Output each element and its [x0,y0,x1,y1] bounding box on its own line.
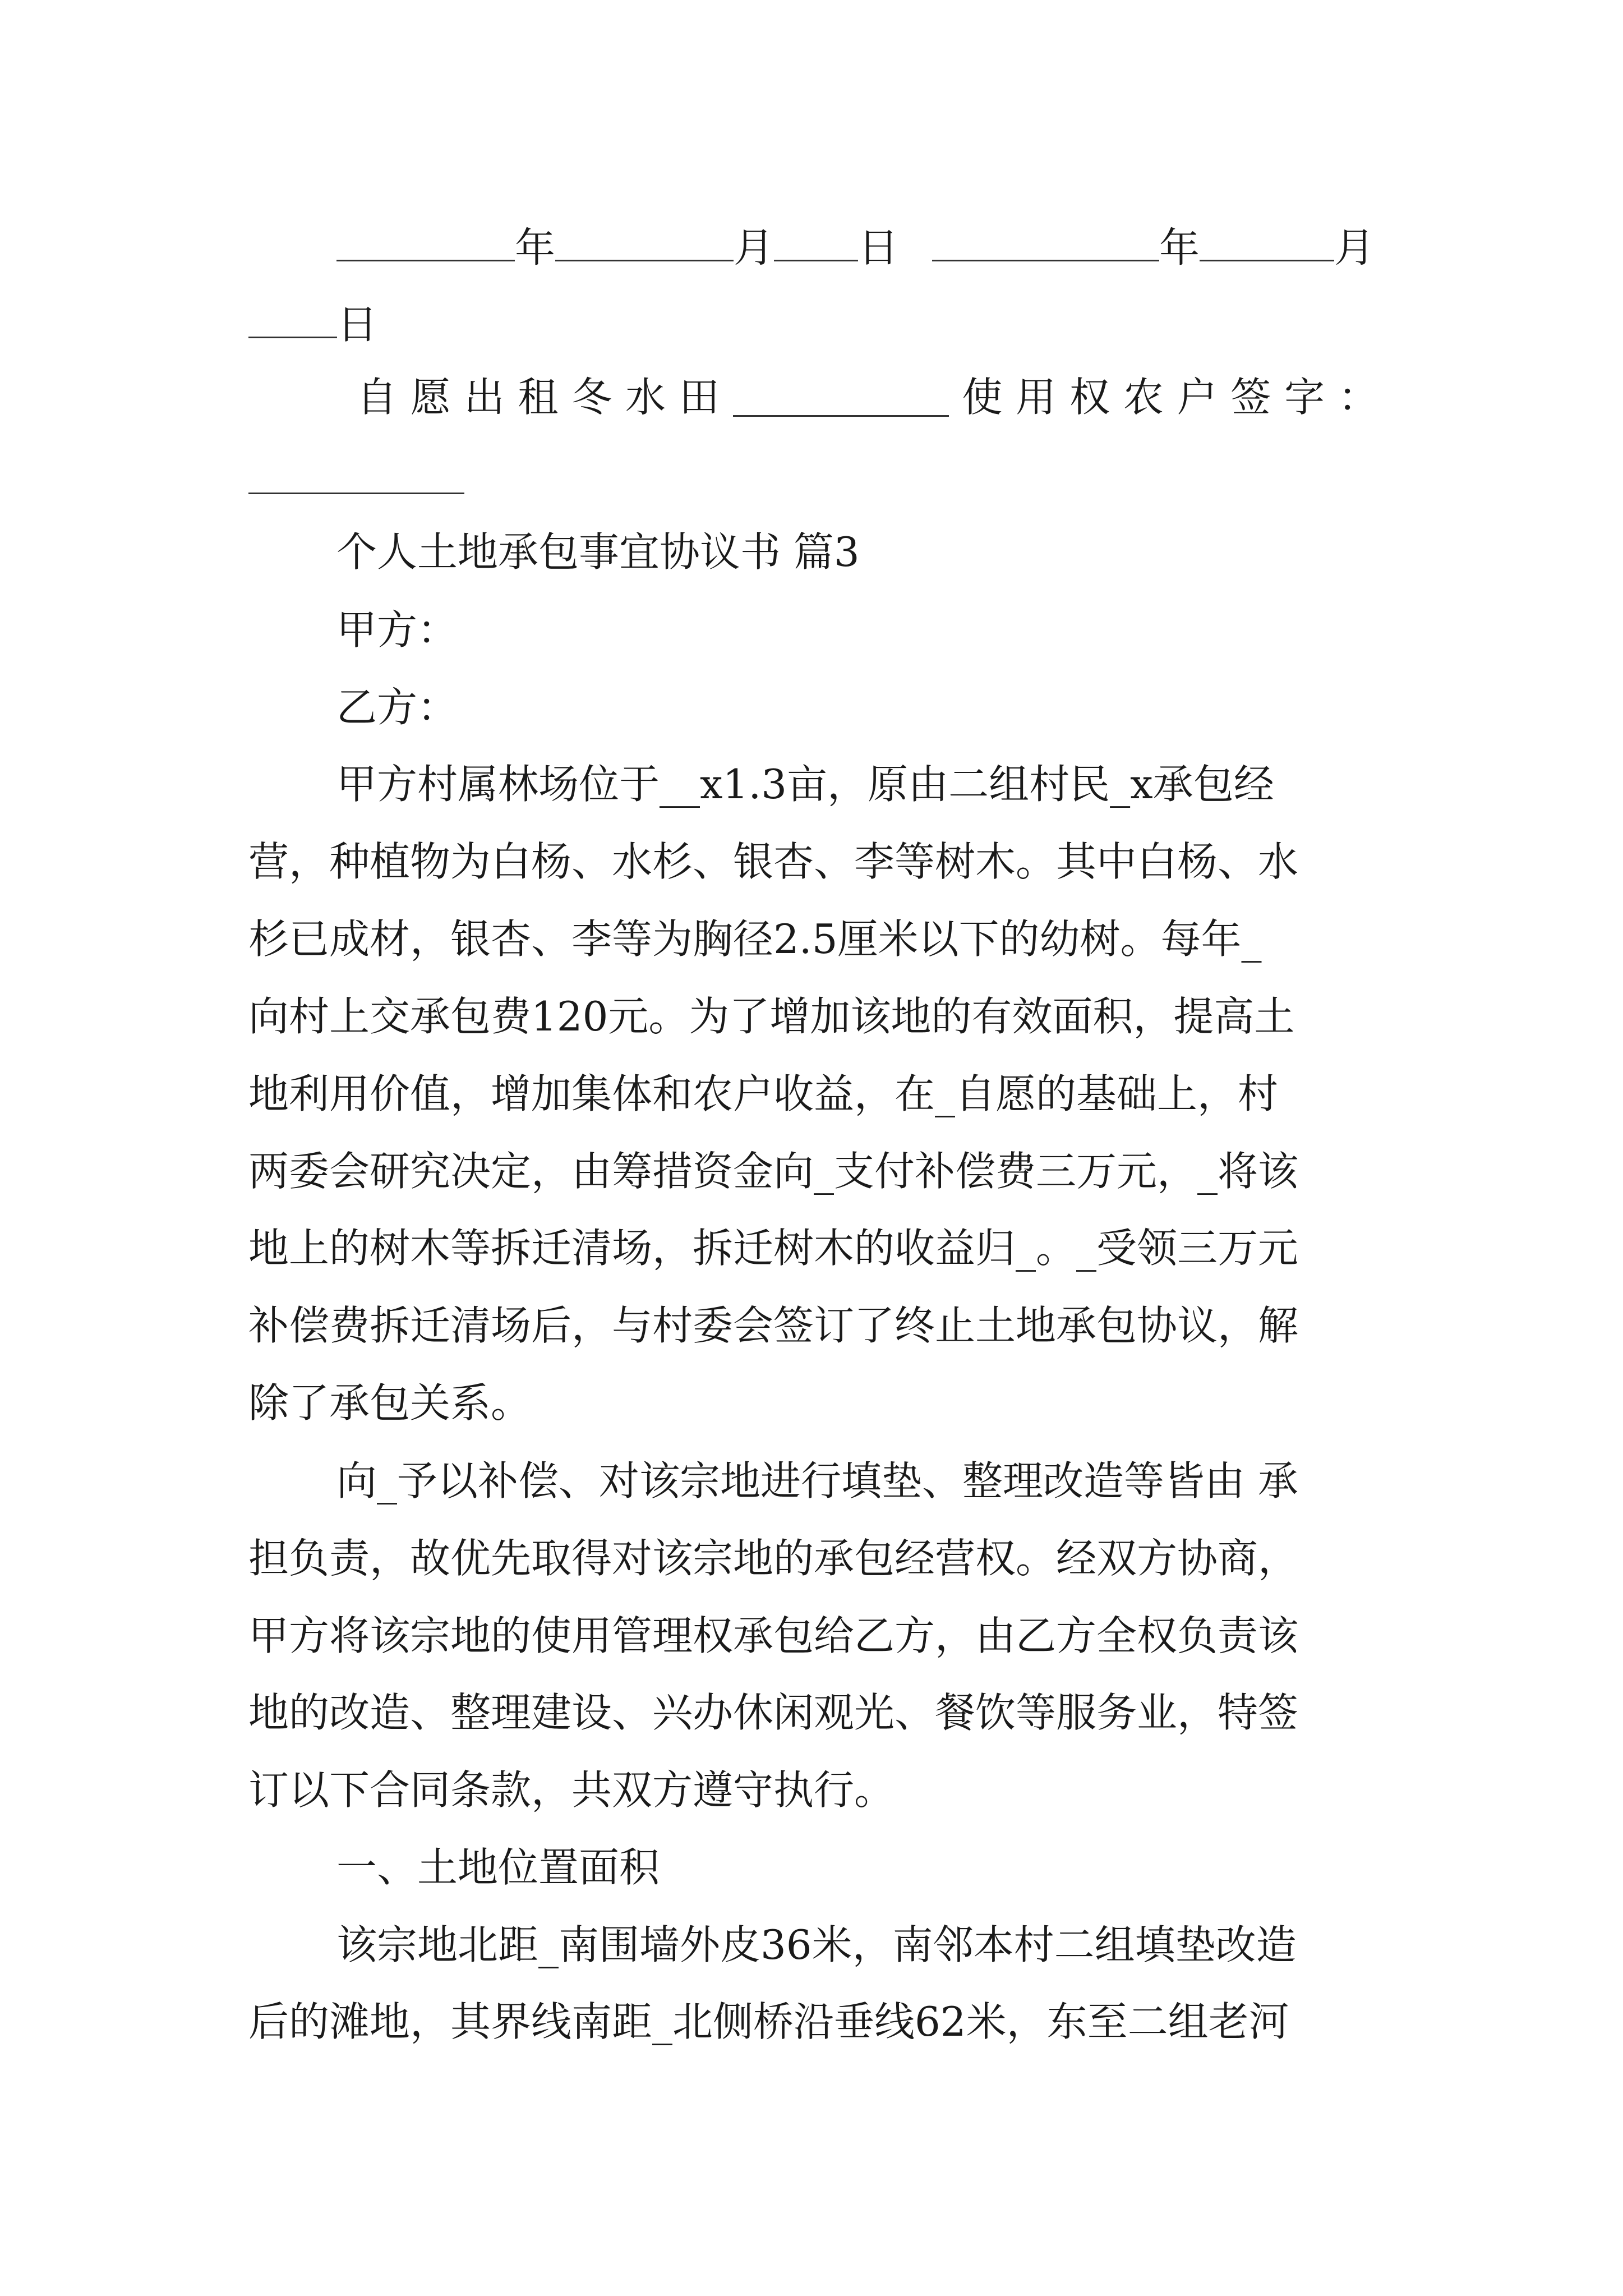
paragraph-line: 杉已成材，银杏、李等为胸径2.5厘米以下的幼树。每年_ [248,915,1262,963]
paragraph-line: 地利用价值，增加集体和农户收益，在_自愿的基础上，村 [248,1070,1279,1117]
paragraph-line: 后的滩地，其界线南距_北侧桥沿垂线62米，东至二组老河 [248,1998,1289,2045]
paragraph-line: 向_予以补偿、对该宗地进行填垫、整理改造等皆由 承 [336,1457,1298,1504]
paragraph-line: 地的改造、整理建设、兴办休闲观光、餐饮等服务业，特签 [248,1689,1299,1736]
paragraph-line: 该宗地北距_南围墙外皮36米，南邻本村二组填垫改造 [336,1921,1297,1968]
paragraph-line: 担负责，故优先取得对该宗地的承包经营权。经双方协商， [248,1535,1299,1582]
date-line-continued [248,298,378,348]
char: 字 [1284,374,1325,421]
char: 冬 [571,374,612,421]
signature-line [357,374,1378,421]
date-line [336,222,1375,272]
blank-field [555,222,734,261]
blank-field [774,222,858,261]
paragraph-line: 营，种植物为白杨、水杉、银杏、李等树木。其中白杨、水 [248,838,1299,885]
paragraph-line: 除了承包关系。 [248,1379,532,1427]
char: 农 [1123,374,1164,421]
paragraph-line: 地上的树木等拆迁清场，拆迁树木的收益归_。_受领三万元 [248,1225,1299,1272]
paragraph-line: 向村上交承包费120元。为了增加该地的有效面积，提高土 [248,993,1295,1040]
day-label: 日 [858,224,899,272]
month-label: 月 [734,224,774,272]
char: 出 [464,374,505,421]
month-label: 月 [1334,224,1375,272]
paragraph-line: 甲方将该宗地的使用管理权承包给乙方，由乙方全权负责该 [248,1612,1299,1659]
blank-field [1200,222,1334,261]
signature-blank-line [248,454,464,500]
char: ： [1338,374,1378,421]
paragraph-line: 甲方村属林场位于__x1.3亩，原由二组村民_x承包经 [336,761,1274,808]
blank-field [733,377,949,417]
document-heading: 个人土地承包事宜协议书 篇3 [336,528,860,576]
char: 自 [357,374,398,421]
char: 租 [518,374,559,421]
char: 签 [1230,374,1271,421]
char: 用 [1016,374,1057,421]
section-title: 一、土地位置面积 [336,1844,660,1891]
char: 户 [1177,374,1218,421]
char: 使 [962,374,1003,421]
party-a-label: 甲方： [336,606,458,654]
day-label: 日 [337,301,378,348]
char: 权 [1069,374,1110,421]
blank-field [336,222,515,261]
blank-field [248,454,464,494]
party-b-label: 乙方： [336,684,458,731]
paragraph-line: 订以下合同条款，共双方遵守执行。 [248,1766,895,1814]
char: 愿 [410,374,451,421]
char: 水 [625,374,666,421]
paragraph-line: 补偿费拆迁清场后，与村委会签订了终止土地承包协议，解 [248,1302,1299,1349]
char: 田 [679,374,720,421]
year-label: 年 [515,224,556,272]
blank-field [248,298,337,338]
paragraph-line: 两委会研究决定，由筹措资金向_支付补偿费三万元，_将该 [248,1148,1299,1195]
year-label: 年 [1159,224,1200,272]
blank-field [932,222,1159,261]
